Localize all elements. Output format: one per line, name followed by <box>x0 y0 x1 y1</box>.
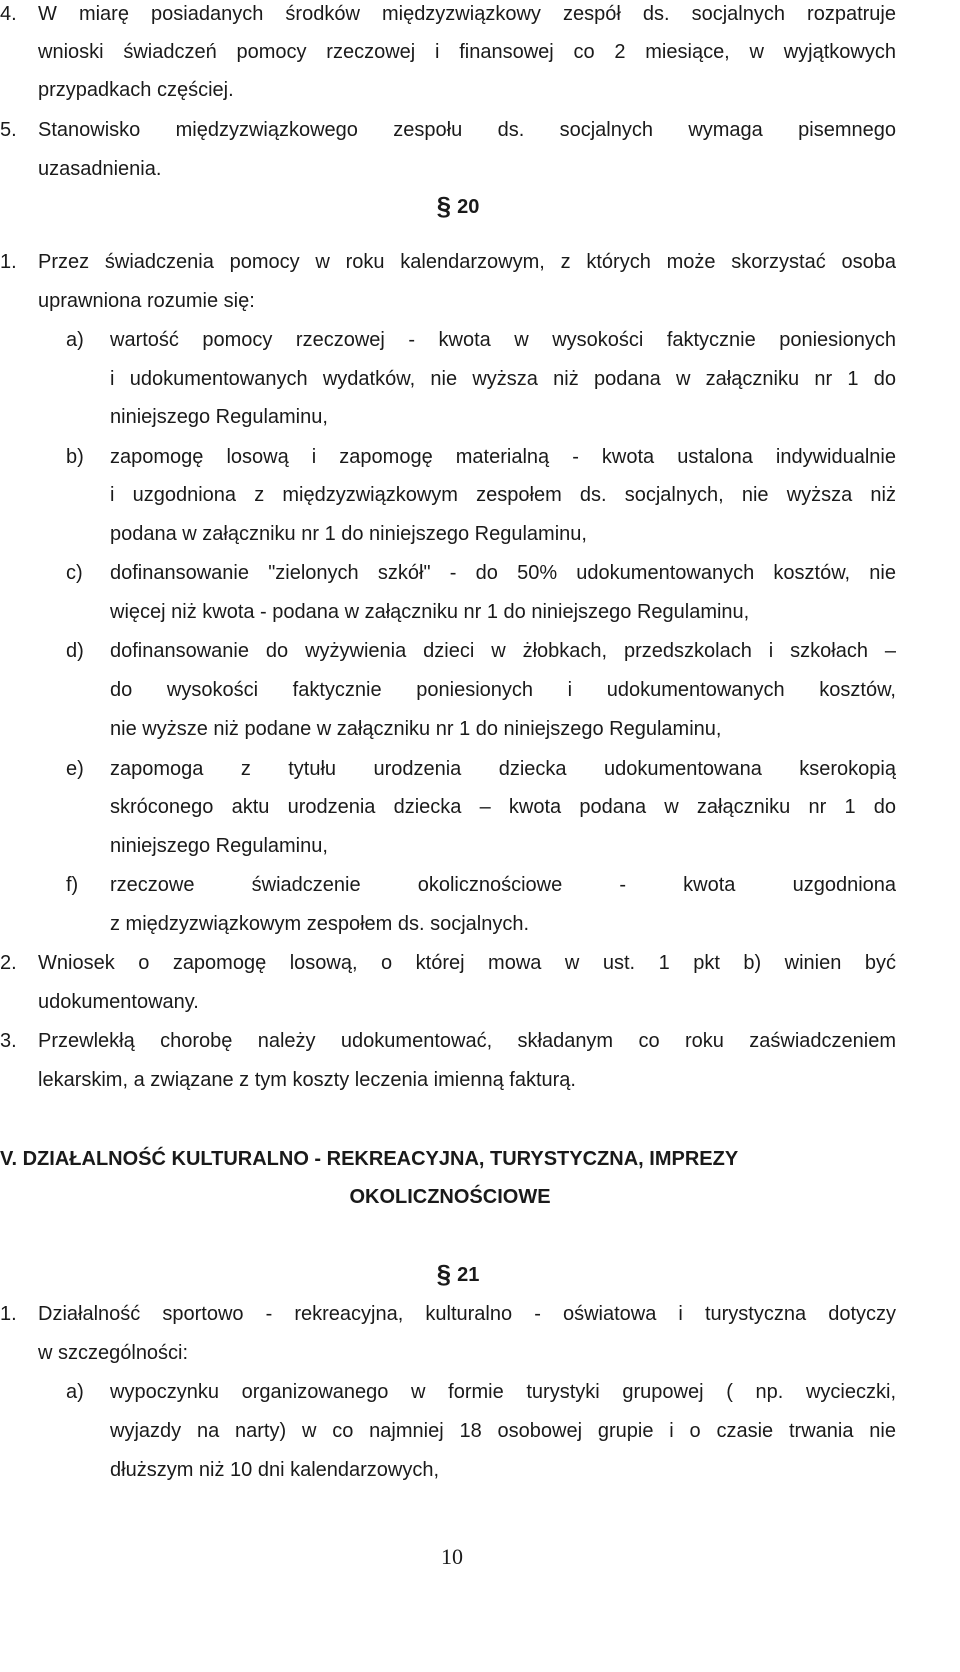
list-item-line: nie wyższe niż podane w załączniku nr 1 do niniejszego Regulaminu, <box>110 718 722 740</box>
section-heading-20 <box>0 191 938 221</box>
list-label: a) <box>66 329 84 351</box>
paragraph-line: uzasadnienia. <box>38 158 162 180</box>
paragraph-line: Stanowisko międzyzwiązkowego zespołu ds. socjalnych wymaga pisemnego <box>38 119 896 141</box>
item-number: 4. <box>0 3 17 25</box>
section-number: 20 <box>457 196 480 218</box>
list-item-line: wyjazdy na narty) w co najmniej 18 osobowej grupie i o czasie trwania nie <box>110 1420 896 1442</box>
list-item-line: niniejszego Regulaminu, <box>110 835 328 857</box>
item-number: 1. <box>0 1303 17 1325</box>
list-label: a) <box>66 1381 84 1403</box>
section-heading-21 <box>0 1259 938 1289</box>
page-number: 10 <box>441 1544 463 1569</box>
paragraph-line: uprawniona rozumie się: <box>38 290 255 312</box>
paragraph-line: przypadkach częściej. <box>38 79 234 101</box>
item-number: 5. <box>0 119 17 141</box>
paragraph-line: wnioski świadczeń pomocy rzeczowej i finansowej co 2 miesiące, w wyjątkowych <box>38 41 896 63</box>
chapter-heading: V. DZIAŁALNOŚĆ KULTURALNO - REKREACYJNA, TURYSTYCZNA, IMPREZY <box>0 1148 739 1170</box>
item-number: 1. <box>0 251 17 273</box>
section-symbol: § <box>436 191 452 221</box>
list-label: e) <box>66 758 84 780</box>
list-item-line: więcej niż kwota - podana w załączniku nr 1 do niniejszego Regulaminu, <box>110 601 750 623</box>
paragraph-line: lekarskim, a związane z tym koszty leczenia imienną fakturą. <box>38 1069 576 1091</box>
list-label: c) <box>66 562 83 584</box>
paragraph-line: w szczególności: <box>38 1342 189 1364</box>
list-item-line: dłuższym niż 10 dni kalendarzowych, <box>110 1459 440 1481</box>
chapter-heading-continuation: OKOLICZNOŚCIOWE <box>349 1186 551 1208</box>
paragraph-line: Przez świadczenia pomocy w roku kalendarzowym, z których może skorzystać osoba <box>38 251 896 273</box>
list-item-line: wartość pomocy rzeczowej - kwota w wysokości faktycznie poniesionych <box>110 329 896 351</box>
paragraph-line: udokumentowany. <box>38 991 199 1013</box>
list-item-line: z międzyzwiązkowym zespołem ds. socjalnych. <box>110 913 530 935</box>
list-label: d) <box>66 640 84 662</box>
list-item-line: zapomogę losową i zapomogę materialną - kwota ustalona indywidualnie <box>110 446 896 468</box>
paragraph-line: Przewlekłą chorobę należy udokumentować, składanym co roku zaświadczeniem <box>38 1030 896 1052</box>
item-number: 3. <box>0 1030 17 1052</box>
list-item-line: skróconego aktu urodzenia dziecka – kwota podana w załączniku nr 1 do <box>110 796 896 818</box>
list-item-line: i uzgodniona z międzyzwiązkowym zespołem ds. socjalnych, nie wyższa niż <box>110 484 896 506</box>
section-symbol: § <box>436 1259 452 1289</box>
list-item-line: rzeczowe świadczenie okolicznościowe - kwota uzgodniona <box>110 874 896 896</box>
item-number: 2. <box>0 952 17 974</box>
list-item-line: dofinansowanie "zielonych szkół" - do 50% udokumentowanych kosztów, nie <box>110 562 896 584</box>
list-item-line: podana w załączniku nr 1 do niniejszego Regulaminu, <box>110 523 587 545</box>
list-item-line: dofinansowanie do wyżywienia dzieci w żłobkach, przedszkolach i szkołach – <box>110 640 896 662</box>
list-label: b) <box>66 446 84 468</box>
section-number: 21 <box>457 1264 480 1286</box>
list-label: f) <box>66 874 79 896</box>
list-item-line: wypoczynku organizowanego w formie turystyki grupowej ( np. wycieczki, <box>110 1381 896 1403</box>
list-item-line: do wysokości faktycznie poniesionych i udokumentowanych kosztów, <box>110 679 896 701</box>
paragraph-line: Działalność sportowo - rekreacyjna, kulturalno - oświatowa i turystyczna dotyczy <box>38 1303 896 1325</box>
list-item-line: i udokumentowanych wydatków, nie wyższa niż podana w załączniku nr 1 do <box>110 368 896 390</box>
paragraph-line: Wniosek o zapomogę losową, o której mowa w ust. 1 pkt b) winien być <box>38 952 896 974</box>
paragraph-line: W miarę posiadanych środków międzyzwiązkowy zespół ds. socjalnych rozpatruje <box>38 3 896 25</box>
list-item-line: zapomoga z tytułu urodzenia dziecka udokumentowana kserokopią <box>110 758 896 780</box>
list-item-line: niniejszego Regulaminu, <box>110 406 328 428</box>
